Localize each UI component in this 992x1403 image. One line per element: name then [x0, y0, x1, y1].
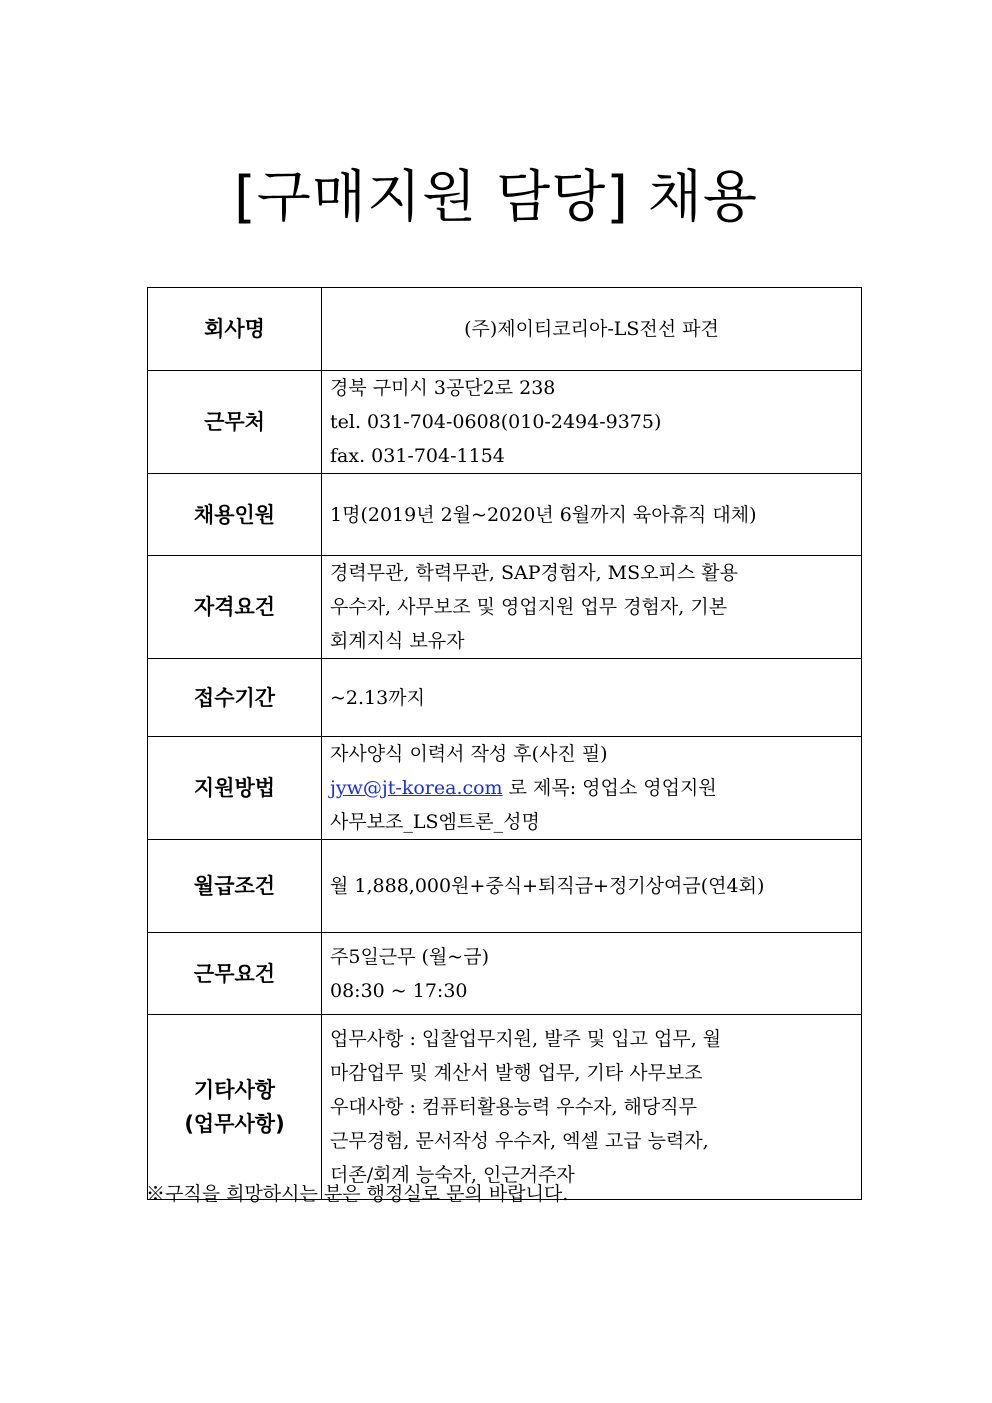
row-workplace: [148, 371, 862, 474]
workplace-address: 경북 구미시 3공단2로 238: [330, 377, 556, 399]
workplace-fax: fax. 031-704-1154: [330, 445, 505, 467]
apply-line: [330, 771, 853, 805]
row-apply: [148, 737, 862, 840]
qualifications-value: [322, 556, 862, 659]
qualifications-line: 회계지식 보유자: [330, 630, 465, 652]
footnote: ※구직을 희망하시는 분은 행정실로 문의 바랍니다.: [146, 1183, 569, 1205]
workplace-tel: tel. 031-704-0608(010-2494-9375): [330, 411, 662, 433]
hours-line: 주5일근무 (월~금): [330, 945, 489, 968]
apply-label: 지원방법: [148, 737, 322, 840]
other-label-line: 기타사항: [193, 1078, 276, 1102]
workplace-value: [322, 371, 862, 474]
qualifications-label: 자격요건: [148, 556, 322, 659]
apply-value: [322, 737, 862, 840]
apply-subject-text: 로 제목: 영업소 영업지원: [502, 777, 717, 799]
apply-line: 자사양식 이력서 작성 후(사진 필): [330, 743, 608, 765]
deadline-value: ~2.13까지: [322, 659, 862, 737]
workplace-label: 근무처: [148, 371, 322, 474]
row-deadline: [148, 659, 862, 737]
row-headcount: [148, 474, 862, 556]
company-value: (주)제이티코리아-LS전선 파견: [322, 288, 862, 371]
row-other: [148, 1015, 862, 1200]
other-line: 더존/회계 능숙자, 인근거주자: [330, 1164, 575, 1186]
apply-line: 사무보조_LS엠트론_성명: [330, 811, 540, 833]
headcount-label: 채용인원: [148, 474, 322, 556]
other-line: 마감업무 및 계산서 발행 업무, 기타 사무보조: [330, 1062, 703, 1084]
other-label: [148, 1015, 322, 1200]
salary-label: 월급조건: [148, 840, 322, 933]
hours-value: [322, 933, 862, 1015]
row-salary: [148, 840, 862, 933]
deadline-label: 접수기간: [148, 659, 322, 737]
other-value: [322, 1015, 862, 1200]
other-label-line: (업무사항): [184, 1112, 285, 1136]
row-qualifications: [148, 556, 862, 659]
other-line: 업무사항 : 입찰업무지원, 발주 및 입고 업무, 월: [330, 1028, 722, 1050]
job-info-table: [147, 287, 862, 1200]
page-title: [구매지원 담당] 채용: [233, 165, 759, 230]
row-company: [148, 288, 862, 371]
row-hours: [148, 933, 862, 1015]
hours-line: 08:30 ~ 17:30: [330, 979, 468, 1002]
hours-label: 근무요건: [148, 933, 322, 1015]
email-link[interactable]: jyw@jt-korea.com: [330, 777, 503, 799]
company-label: 회사명: [148, 288, 322, 371]
qualifications-line: 우수자, 사무보조 및 영업지원 업무 경험자, 기본: [330, 596, 728, 618]
qualifications-line: 경력무관, 학력무관, SAP경험자, MS오피스 활용: [330, 562, 738, 584]
headcount-value: 1명(2019년 2월~2020년 6월까지 육아휴직 대체): [322, 474, 862, 556]
other-line: 근무경험, 문서작성 우수자, 엑셀 고급 능력자,: [330, 1130, 709, 1152]
other-line: 우대사항 : 컴퓨터활용능력 우수자, 해당직무: [330, 1096, 697, 1118]
salary-value: 월 1,888,000원+중식+퇴직금+정기상여금(연4회): [322, 840, 862, 933]
